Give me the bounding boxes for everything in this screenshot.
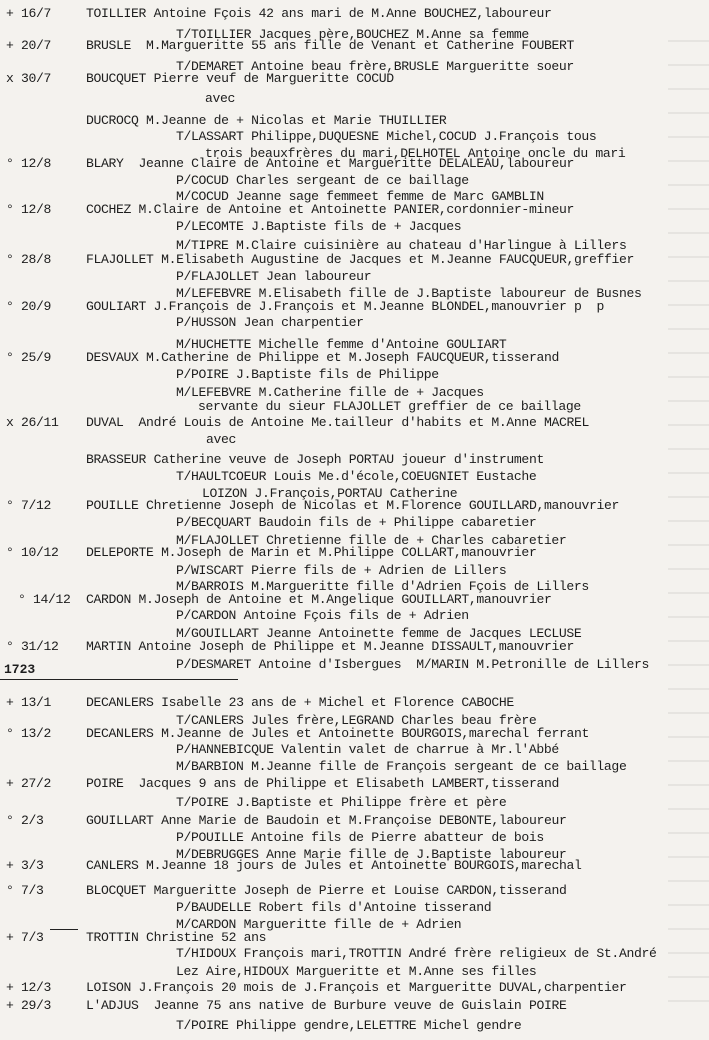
continuation-text: M/CARDON Margueritte fille de + Adrien — [176, 917, 462, 932]
continuation-text: T/CANLERS Jules frère,LEGRAND Charles beau frère — [176, 713, 537, 728]
continuation-text: M/LEFEBVRE M.Catherine fille de + Jacques — [176, 385, 484, 400]
entry-date-marker: ° 12/8 — [6, 202, 52, 217]
continuation-text: servante du sieur FLAJOLLET greffier de ce baillage — [198, 399, 581, 414]
continuation-text: Lez Aire,HIDOUX Margueritte et M.Anne ses filles — [176, 964, 537, 979]
entry-text: GOUILLART Anne Marie de Baudoin et M.Françoise DEBONTE,laboureur — [86, 813, 567, 828]
entry-text: DECANLERS Isabelle 23 ans de + Michel et Florence CABOCHE — [86, 695, 514, 710]
continuation-text: M/COCUD Jeanne sage femmeet femme de Marc GAMBLIN — [176, 189, 544, 204]
continuation-text: P/FLAJOLLET Jean laboureur — [176, 269, 372, 284]
continuation-text: P/LECOMTE J.Baptiste fils de + Jacques — [176, 219, 462, 234]
year-rule — [0, 679, 238, 680]
continuation-text: P/COCUD Charles sergeant de ce baillage — [176, 173, 469, 188]
continuation-text: P/BAUDELLE Robert fils d'Antoine tisserand — [176, 900, 492, 915]
continuation-text: T/HAULTCOEUR Louis Me.d'école,COEUGNIET Eustache — [176, 469, 537, 484]
entry-text: COCHEZ M.Claire de Antoine et Antoinette PANIER,cordonnier-mineur — [86, 202, 574, 217]
entry-text: BOUCQUET Pierre veuf de Margueritte COCUD — [86, 71, 394, 86]
continuation-text: P/HANNEBICQUE Valentin valet de charrue à Mr.l'Abbé — [176, 742, 559, 757]
bleed-through-margin — [668, 18, 709, 1018]
entry-date-marker: ° 12/8 — [6, 156, 52, 171]
entry-date-marker: + 16/7 — [6, 6, 52, 21]
entry-date-marker: x 26/11 — [6, 415, 59, 430]
entry-text: DECANLERS M.Jeanne de Jules et Antoinette BOURGOIS,marechal ferrant — [86, 726, 590, 741]
entry-text: MARTIN Antoine Joseph de Philippe et M.Jeanne DISSAULT,manouvrier — [86, 639, 574, 654]
entry-text: DELEPORTE M.Joseph de Marin et M.Philippe COLLART,manouvrier — [86, 545, 537, 560]
entry-text: DESVAUX M.Catherine de Philippe et M.Joseph FAUCQUEUR,tisserand — [86, 350, 559, 365]
continuation-text: avec — [206, 432, 237, 447]
entry-text: TROTTIN Christine 52 ans — [86, 930, 267, 945]
continuation-text: T/POIRE Philippe gendre,LELETTRE Michel gendre — [176, 1018, 522, 1033]
entry-date-marker: + 27/2 — [6, 776, 52, 791]
entry-date-marker: ° 25/9 — [6, 350, 52, 365]
entry-text: BRUSLE M.Margueritte 55 ans fille de Venant et Catherine FOUBERT — [86, 38, 574, 53]
entry-date-marker: ° 20/9 — [6, 299, 52, 314]
entry-text: CARDON M.Joseph de Antoine et M.Angelique GOUILLART,manouvrier — [86, 592, 552, 607]
entry-date-marker: ° 13/2 — [6, 726, 52, 741]
continuation-text: M/LEFEBVRE M.Elisabeth fille de J.Baptiste laboureur de Busnes — [176, 286, 642, 301]
continuation-text: T/DEMARET Antoine beau frère,BRUSLE Margueritte soeur — [176, 59, 574, 74]
entry-date-marker: + 7/3 — [6, 930, 44, 945]
continuation-text: P/DESMARET Antoine d'Isbergues M/MARIN M.Petronille de Lillers — [176, 657, 649, 672]
entry-text: LOISON J.François 20 mois de J.François et Margueritte DUVAL,charpentier — [86, 980, 627, 995]
continuation-text: M/GOUILLART Jeanne Antoinette femme de Jacques LECLUSE — [176, 626, 582, 641]
continuation-text: BRASSEUR Catherine veuve de Joseph PORTAU joueur d'instrument — [86, 452, 544, 467]
continuation-text: M/DEBRUGGES Anne Marie fille de J.Baptiste laboureur — [176, 847, 567, 862]
continuation-text: DUCROCQ M.Jeanne de + Nicolas et Marie THUILLIER — [86, 113, 447, 128]
entry-date-marker: + 12/3 — [6, 980, 52, 995]
continuation-text: trois beauxfrères du mari,DELHOTEL Antoine oncle du mari — [205, 146, 626, 161]
continuation-text: M/HUCHETTE Michelle femme d'Antoine GOULIART — [176, 337, 507, 352]
continuation-text: T/LASSART Philippe,DUQUESNE Michel,COCUD J.François tous — [176, 129, 597, 144]
continuation-text: T/TOILLIER Jacques père,BOUCHEZ M.Anne sa femme — [176, 27, 529, 42]
continuation-text: M/BARBION M.Jeanne fille de François sergeant de ce baillage — [176, 759, 627, 774]
entry-text: TOILLIER Antoine Fçois 42 ans mari de M.Anne BOUCHEZ,laboureur — [86, 6, 552, 21]
entry-text: DUVAL André Louis de Antoine Me.tailleur d'habits et M.Anne MACREL — [86, 415, 590, 430]
entry-date-marker: ° 7/12 — [6, 498, 52, 513]
entry-date-marker: ° 14/12 — [18, 592, 71, 607]
entry-date-marker: + 20/7 — [6, 38, 52, 53]
continuation-text: T/HIDOUX François mari,TROTTIN André frère religieux de St.André — [176, 946, 657, 961]
continuation-text: M/FLAJOLLET Chretienne fille de + Charles cabaretier — [176, 533, 567, 548]
continuation-text: M/BARROIS M.Margueritte fille d'Adrien Fçois de Lillers — [176, 579, 589, 594]
entry-date-marker: ° 2/3 — [6, 813, 44, 828]
entry-date-marker: ° 31/12 — [6, 639, 59, 654]
continuation-text: P/BECQUART Baudoin fils de + Philippe cabaretier — [176, 515, 537, 530]
entry-date-marker: ° 10/12 — [6, 545, 59, 560]
entry-date-marker: + 13/1 — [6, 695, 52, 710]
entry-date-marker: ° 28/8 — [6, 252, 52, 267]
entry-text: BLOCQUET Margueritte Joseph de Pierre et Louise CARDON,tisserand — [86, 883, 567, 898]
entry-date-marker: x 30/7 — [6, 71, 52, 86]
entry-text: L'ADJUS Jeanne 75 ans native de Burbure veuve de Guislain POIRE — [86, 998, 567, 1013]
continuation-text: P/CARDON Antoine Fçois fils de + Adrien — [176, 608, 469, 623]
entry-text: FLAJOLLET M.Elisabeth Augustine de Jacques et M.Jeanne FAUCQUEUR,greffier — [86, 252, 635, 267]
continuation-text: P/POUILLE Antoine fils de Pierre abatteur de bois — [176, 830, 544, 845]
entry-text: GOULIART J.François de J.François et M.Jeanne BLONDEL,manouvrier p p — [86, 299, 605, 314]
year-heading: 1723 — [4, 662, 36, 677]
entry-text: CANLERS M.Jeanne 18 jours de Jules et Antoinette BOURGOIS,marechal — [86, 858, 582, 873]
continuation-text: P/HUSSON Jean charpentier — [176, 315, 364, 330]
entry-text: BLARY Jeanne Claire de Antoine et Margueritte DELALEAU,laboureur — [86, 156, 574, 171]
continuation-text: P/POIRE J.Baptiste fils de Philippe — [176, 367, 439, 382]
entry-text: POIRE Jacques 9 ans de Philippe et Elisabeth LAMBERT,tisserand — [86, 776, 559, 791]
continuation-text: P/WISCART Pierre fils de + Adrien de Lillers — [176, 563, 507, 578]
continuation-text: T/POIRE J.Baptiste et Philippe frère et père — [176, 795, 507, 810]
continuation-text: avec — [205, 91, 236, 106]
entry-text: POUILLE Chretienne Joseph de Nicolas et M.Florence GOUILLARD,manouvrier — [86, 498, 620, 513]
entry-date-marker: ° 7/3 — [6, 883, 44, 898]
continuation-text: M/TIPRE M.Claire cuisinière au chateau d'Harlingue à Lillers — [176, 238, 627, 253]
entry-date-marker: + 3/3 — [6, 858, 44, 873]
continuation-text: LOIZON J.François,PORTAU Catherine — [202, 486, 458, 501]
entry-date-marker: + 29/3 — [6, 998, 52, 1013]
